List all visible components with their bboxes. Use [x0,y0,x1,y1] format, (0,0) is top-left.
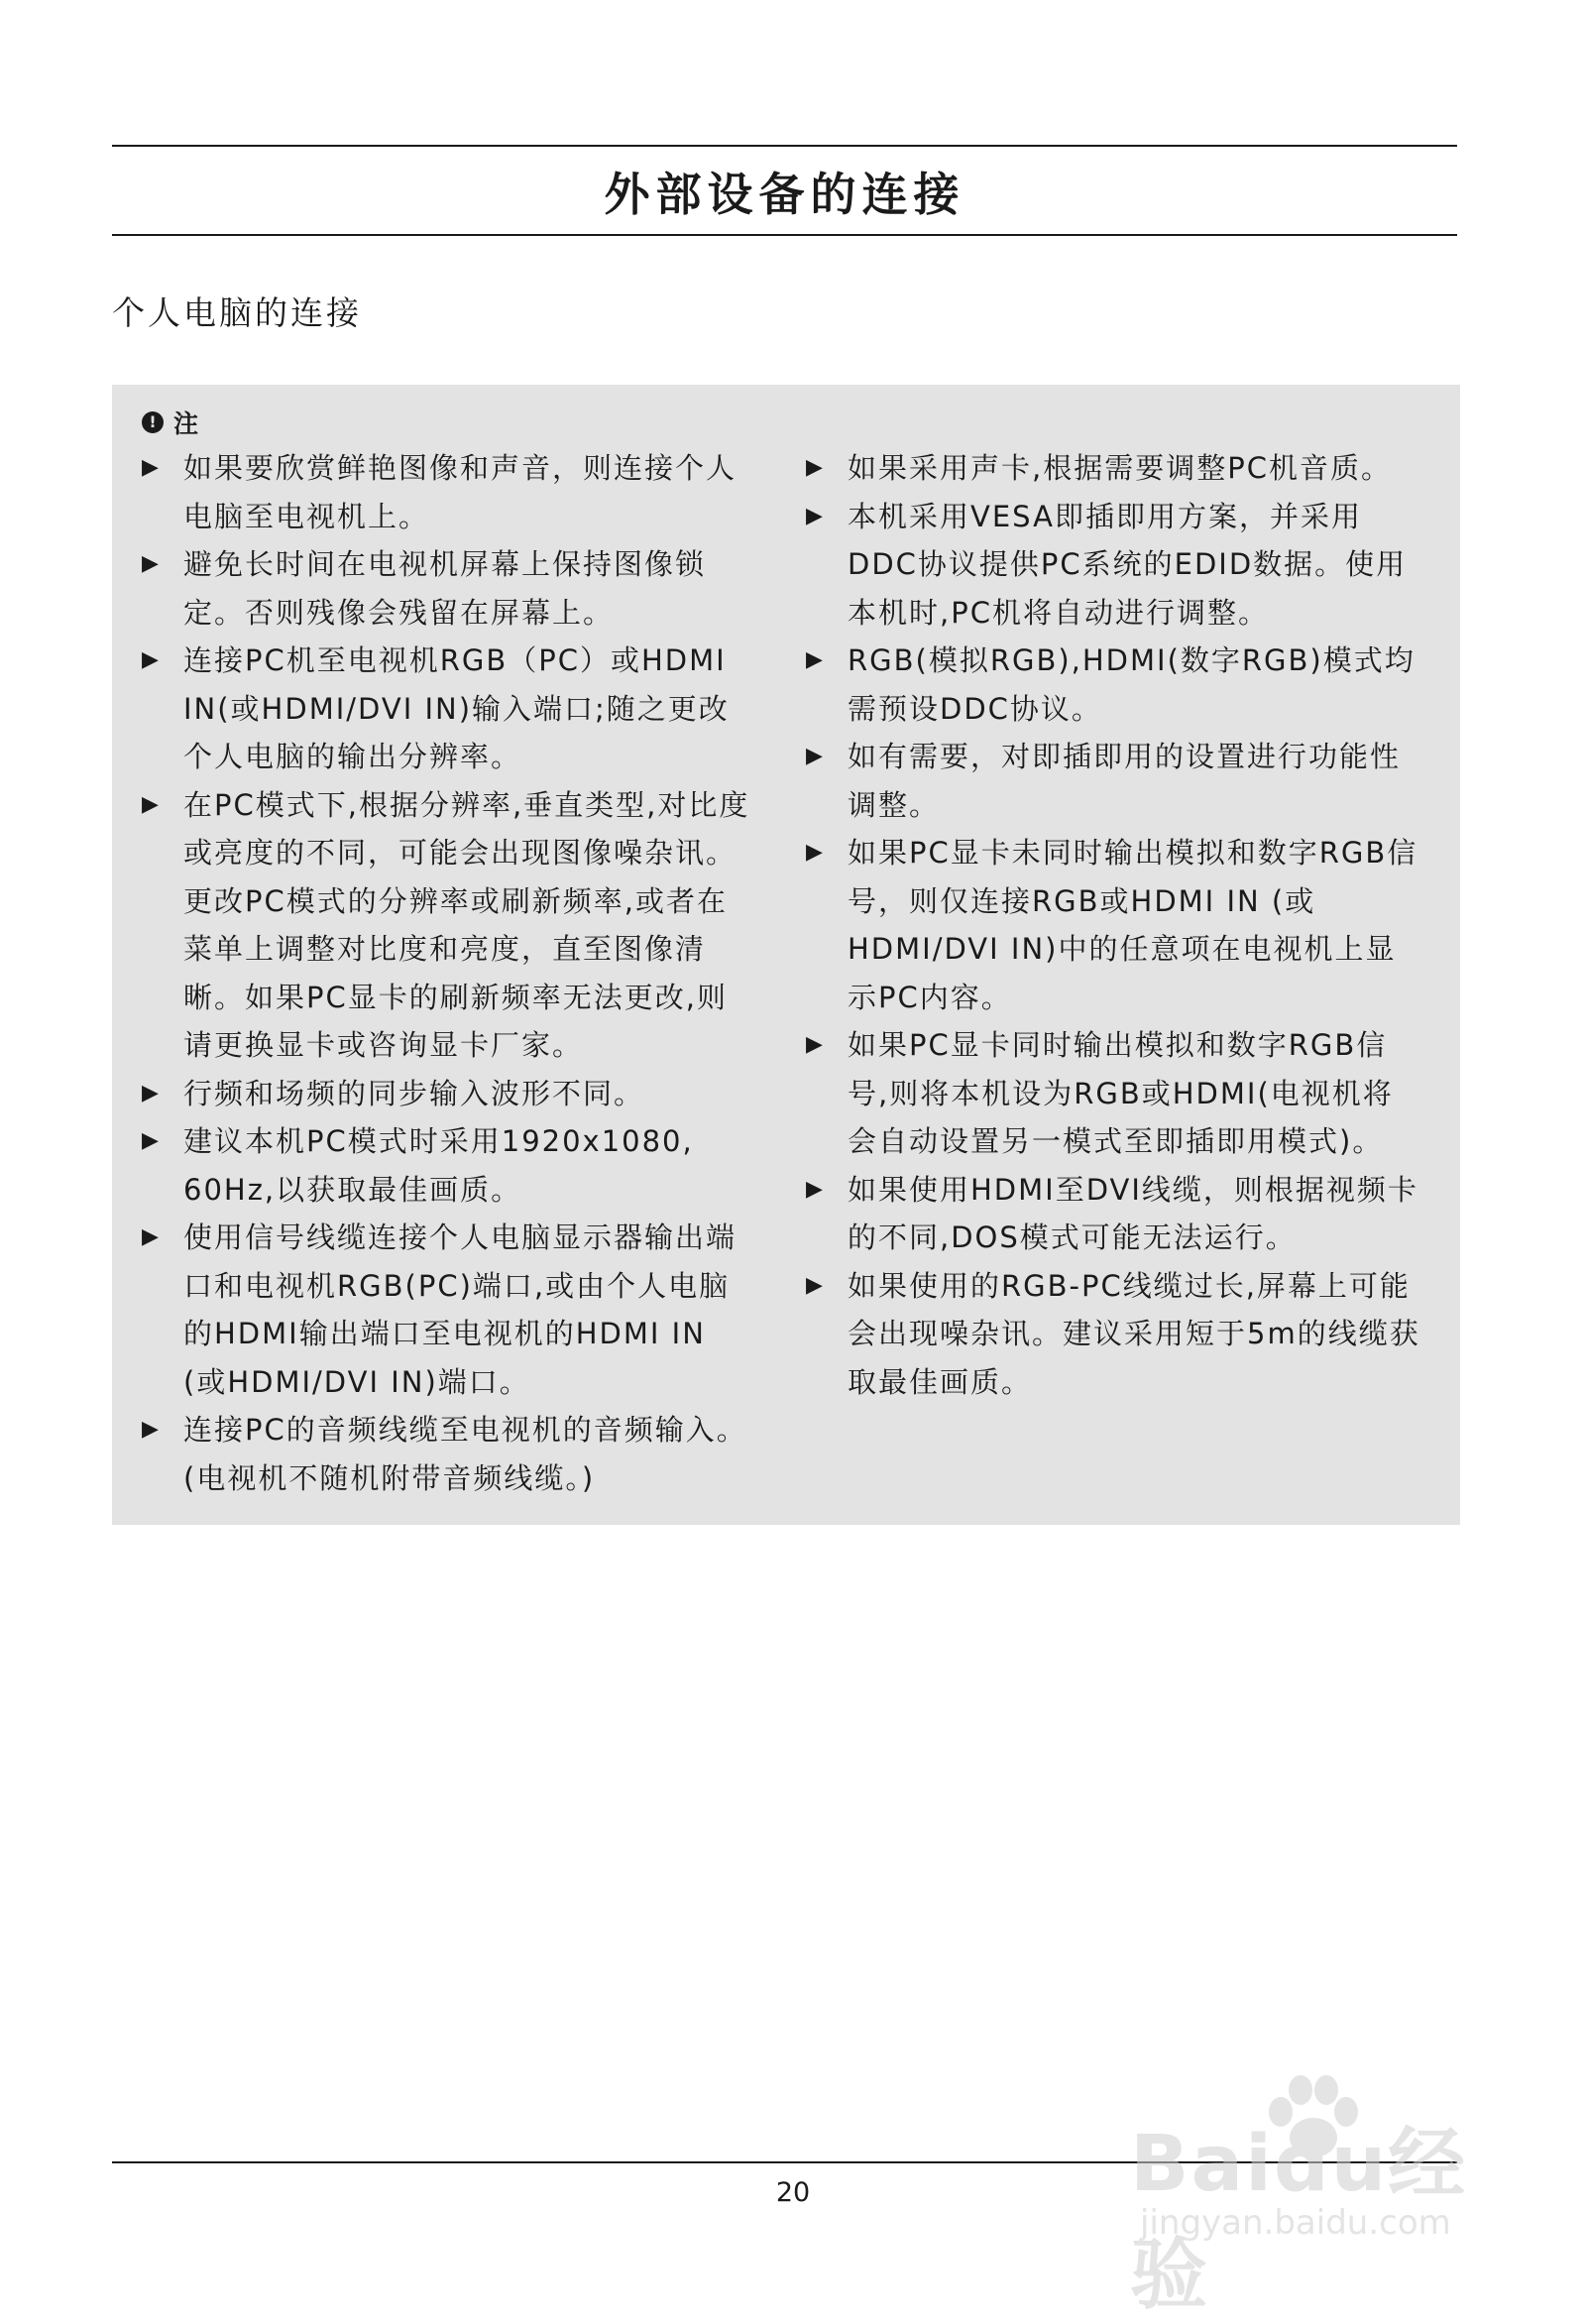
triangle-bullet-icon: ▶ [806,455,825,480]
note-item [806,1262,1420,1407]
note-header [142,405,198,440]
triangle-bullet-icon: ▶ [142,1080,161,1105]
triangle-bullet-icon: ▶ [806,647,825,672]
triangle-bullet-icon: ▶ [806,840,825,865]
note-item-text: RGB(模拟RGB),HDMI(数字RGB)模式均需预设DDC协议。 [848,643,1416,726]
note-item-text: 在PC模式下,根据分辨率,垂直类型,对比度或亮度的不同，可能会出现图像噪杂讯。更改PC模式的分辨率或刷新频率,或者在菜单上调整对比度和亮度，直至图像清晰。如果PC显卡的刷新频率无法更改,则请更换显卡或咨询显卡厂家。 [183,787,750,1062]
note-item [142,1406,756,1502]
triangle-bullet-icon: ▶ [142,791,161,817]
note-item-text: 使用信号线缆连接个人电脑显示器输出端口和电视机RGB(PC)端口,或由个人电脑的HDMI输出端口至电视机的HDMI IN (或HDMI/DVI IN)端口。 [183,1220,737,1399]
page-number: 20 [775,2177,811,2208]
note-item [806,733,1420,829]
note-item [806,1021,1420,1166]
note-item [142,444,756,540]
triangle-bullet-icon: ▶ [142,551,161,576]
note-item [806,1166,1420,1262]
note-item [142,1070,756,1118]
note-item-text: 行频和场频的同步输入波形不同。 [183,1076,645,1110]
note-box [112,385,1460,1525]
note-item-text: 连接PC机至电视机RGB（PC）或HDMI IN(或HDMI/DVI IN)输入端口;随之更改个人电脑的输出分辨率。 [183,643,730,773]
baidu-jingyan-watermark [1130,2072,1487,2320]
note-right-column [806,444,1420,1406]
note-item [806,637,1420,733]
triangle-bullet-icon: ▶ [142,1417,161,1442]
note-item-text: 避免长时间在电视机屏幕上保持图像锁定。否则残像会残留在屏幕上。 [183,547,707,630]
triangle-bullet-icon: ▶ [806,1176,825,1202]
note-item-text: 连接PC的音频线缆至电视机的音频输入。(电视机不随机附带音频线缆。) [183,1413,747,1495]
note-item-text: 本机采用VESA即插即用方案，并采用DDC协议提供PC系统的EDID数据。使用本机时,PC机将自动进行调整。 [848,499,1408,630]
triangle-bullet-icon: ▶ [142,455,161,480]
triangle-bullet-icon: ▶ [806,1272,825,1298]
top-rule [112,145,1457,147]
note-item-text: 如果PC显卡未同时输出模拟和数字RGB信号，则仅连接RGB或HDMI IN (或HDMI/DVI IN)中的任意项在电视机上显示PC内容。 [848,836,1418,1014]
note-item-text: 如有需要，对即插即用的设置进行功能性调整。 [848,740,1402,822]
note-item [142,637,756,781]
exclamation-icon: ! [142,411,164,433]
triangle-bullet-icon: ▶ [806,1032,825,1057]
note-item-text: 如果PC显卡同时输出模拟和数字RGB信号,则将本机设为RGB或HDMI(电视机将会自动设置另一模式至即插即用模式)。 [848,1028,1394,1158]
note-item [142,1214,756,1406]
triangle-bullet-icon: ▶ [806,744,825,768]
triangle-bullet-icon: ▶ [142,647,161,672]
note-item [806,829,1420,1021]
note-label: 注 [173,409,199,438]
triangle-bullet-icon: ▶ [806,503,825,528]
note-item-text: 如果采用声卡,根据需要调整PC机音质。 [848,451,1392,485]
triangle-bullet-icon: ▶ [142,1224,161,1249]
note-left-column [142,444,756,1502]
note-item [806,493,1420,638]
note-item-text: 如果使用的RGB-PC线缆过长,屏幕上可能会出现噪杂讯。建议采用短于5m的线缆获取最佳画质。 [848,1268,1420,1399]
note-item-text: 如果使用HDMI至DVI线缆，则根据视频卡的不同,DOS模式可能无法运行。 [848,1172,1418,1254]
note-item-text: 如果要欣赏鲜艳图像和声音，则连接个人电脑至电视机上。 [183,451,737,533]
note-item [142,540,756,637]
watermark-brand: Baidu经验 [1130,2120,1468,2320]
triangle-bullet-icon: ▶ [142,1128,161,1153]
title-underline-rule [112,234,1457,236]
note-item [142,1117,756,1214]
note-item [806,444,1420,493]
section-heading: 个人电脑的连接 [112,293,362,332]
note-item-text: 建议本机PC模式时采用1920x1080, 60Hz,以获取最佳画质。 [183,1124,694,1207]
note-item [142,781,756,1070]
page-title: 外部设备的连接 [604,168,965,221]
watermark-url: jingyan.baidu.com [1140,2203,1451,2243]
